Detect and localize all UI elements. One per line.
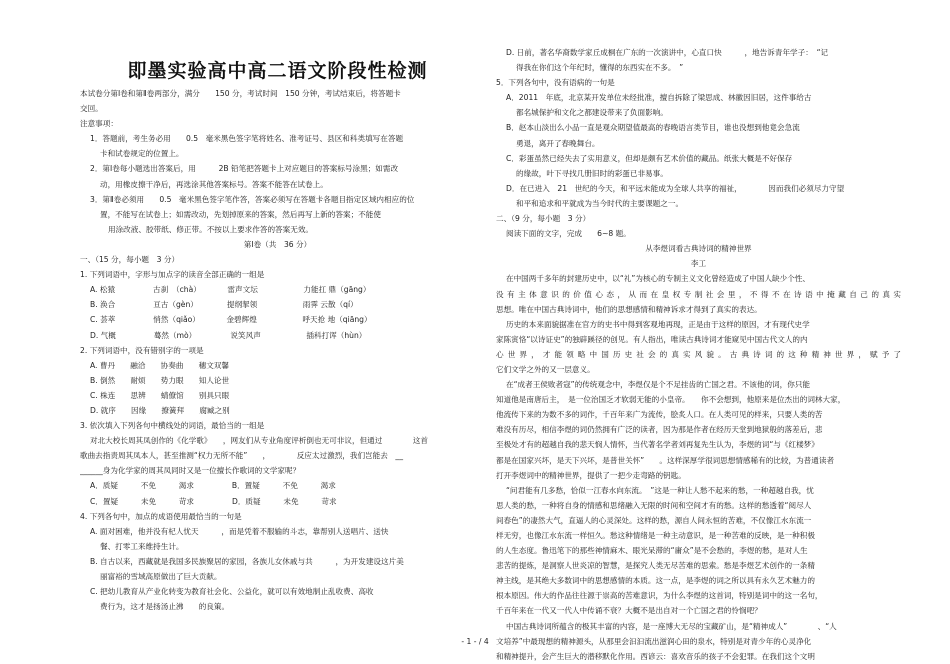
text-line: B．赵本山淡出么小品一直是观众期望值最高的春晚语言类节目，谁也没想到他竟会急流 — [506, 123, 800, 133]
text-line: 至极处才有的超越自我的悲天悯人情怀，当代著名学者刘再复先生认为，李煜的词“与《红楼梦》 — [496, 440, 819, 450]
text-line: B. 自古以来，西藏就是我国多民族聚居的家园，各族儿女休戚与共 ，为开发建设这片美 — [90, 556, 404, 566]
text-line: 动，用橡皮擦干净后，再选涂其他答案标号。答案不能答在试卷上。 — [100, 179, 328, 189]
text-line: 丽富裕的雪域高原做出了巨大贡献。 — [100, 572, 222, 581]
text-line: C. 荟萃 悄然（qiǎo） 金碧辉煌 呼天抢 地（qiāng） — [90, 315, 372, 325]
text-line: 打开李煜词中的精神世界，提供了一把少走弯路的钥匙。 — [496, 470, 686, 480]
text-line: 他流传下来的为数不多的词作，千百年来广为流传，脍炙人口。在人类可见的样来，只要人类的苦 — [496, 410, 823, 420]
text-line: 根本原因。伟大的作品往往源于崇高的苦难意识，为什么李煜的这首词，特别是词中的这一名句， — [496, 591, 823, 601]
right-column — [496, 45, 901, 664]
text-line: 交回。 — [80, 104, 103, 114]
text-line: 历史的本来面貌据准在官方的史书中得到客观地再现，正是由于这样的原因，才有现代史学 — [506, 319, 810, 329]
text-line: 千百年来在一代又一代人中传诵不衰？大概不是出自对一个亡国之君的怜悯吧？ — [496, 606, 762, 616]
text-line: D. 就序 因缘 撩簧拜 腐臧之别 — [90, 405, 230, 415]
text-line: 难没有历尽，相信李煜的词仍然拥有广泛的读者，因为那是作者在经历天堂到地狱般的落差后，悲 — [496, 425, 823, 435]
text-line: 费行为，这才是扬汤止沸 的良策。 — [100, 602, 230, 612]
text-line: 二、（9 分，每小题 3 分） — [496, 214, 591, 224]
text-line: 它们文学之外的又一层意义。 — [496, 364, 595, 374]
text-line: 阅读下面的文字，完成 6~8 题。 — [506, 229, 631, 239]
text-line: 思人类的愁，一种将自身的情感和思绪融入无限的时间和空间才有的愁。这样的愁透着“阅尽人 — [496, 500, 812, 510]
text-line: 都名城保护和文化之都建设带来了负面影响。 — [516, 108, 668, 118]
text-line: 本试卷分第Ⅰ卷和第Ⅱ卷两部分，满分 150 分，考试时间 150 分钟，考试结束后，将答题卡 — [80, 89, 401, 98]
page-title: 即墨实验高中高二语文阶段性检测 — [127, 60, 428, 82]
text-line: 对北大校长周其凤创作的《化学歌》 ，网友们从专业角度评析倒也无可非议，但通过 这首 — [90, 436, 428, 446]
text-line: 在“成者王侯败者寇”的传统观念中，李煜仅是个不足挂齿的亡国之君。不该他的词，你只能 — [506, 380, 811, 390]
text-line: 2. 下列词语中，没有错别字的一项是 — [80, 345, 204, 355]
text-line: D．在已进入 21 世纪的今天，和平远未能成为全球人共享的福祉， 因而我们必须尽力守望 — [506, 183, 845, 193]
page-number: - 1 - / 4 — [461, 637, 489, 646]
text-line: 从李煜词看古典诗词的精神世界 — [645, 244, 752, 254]
text-line: 4. 下列各句中，加点的成语使用最恰当的一句是 — [80, 511, 242, 521]
text-line: 3. 依次填入下列各句中横线处的词语，最恰当的一组是 — [80, 421, 265, 431]
text-line: “问君能有几多愁，恰似一江春水向东流。 ”这是一种让人愁不起来的愁，一种超越自我，忧 — [506, 485, 814, 495]
text-line: 第Ⅰ卷（共 36 分） — [243, 239, 312, 249]
text-line: D. 日前，著名华裔数学家丘成桐在广东的一次演讲中，心直口快 ，地告诉青年学子： “记 — [506, 48, 829, 57]
text-line: A. 松猿 古刹 （chà） 雷声文坛 力能扛 鼎（gāng） — [90, 285, 371, 295]
text-line: 和精神提升，会产生巨大的潜移默化作用。西谚云：喜欢音乐的孩子不会犯罪。在我们这个文明 — [496, 651, 815, 661]
text-line: 1. 下列词语中，字形与加点字的读音全部正确的一组是 — [80, 270, 265, 280]
text-line: A．2011 年底，北京某开发单位未经批准，擅自拆除了梁思成、林徽因旧居，这件事给古 — [506, 93, 812, 103]
text-line: ______身为化学家的周其凤同时又是一位擅长作歌词的文学家呢？ — [80, 466, 301, 476]
text-line: C. 把幼儿教育从产业化转变为教育社会化、公益化，就可以有效地制止乱收费、高收 — [90, 587, 374, 597]
text-line: 知道他是南唐后主， 是一位治国乏才软弱无能的小皇帝。 你不会想到，他原来是位杰出的词林大家， — [496, 395, 846, 405]
text-line: D. 气概 蓦然（mò） 说笑风声 插科打诨（hùn） — [90, 330, 367, 340]
text-line: 和平和追求和平就成为当今时代的主要课题之一。 — [516, 198, 684, 208]
text-line: B. 涣合 亘古（gèn） 提纲挈领 雨霁 云散（qí） — [90, 300, 358, 310]
text-line: 歌曲去指责周其凤本人，甚至推测“权力无所不能” ， 反应太过激烈，我们岂能去 __ — [80, 451, 404, 461]
text-line: 没有主体意识的价值心态，从而在皇权专制社会里，不得不在诗语中掩藏自己的真实 — [496, 289, 901, 299]
text-line: A. 曹丹 融洽 协奏曲 穗文双馨 — [90, 360, 229, 370]
text-line: 注意事项： — [80, 119, 118, 129]
text-line: 3．第Ⅱ卷必须用 0.5 毫米黑色签字笔作答，答案必须写在答题卡各题目指定区域内相应的位 — [90, 194, 415, 204]
text-line: 文培养”中最现想的精神源头，从那里会汩汩流出滋润心田的泉水，特别是对青少年的心灵净化 — [496, 636, 812, 646]
text-line: 用涂改液、胶带纸、修正带。不按以上要求作答的答案无效。 — [108, 224, 314, 234]
text-line: 思想。唯在中国古典诗词中，他们的思想感情和精神诉求才得到了真实的表达。 — [496, 304, 762, 314]
text-line: 卡和试卷规定的位置上。 — [100, 149, 184, 159]
text-line: 一、（15 分，每小题 3 分） — [80, 255, 180, 265]
text-line: 间春色”的凄然大气，直逼人的心灵深处。这样的愁，源自人间永恒的苦难，不仅像江水东流一 — [496, 515, 812, 525]
text-line: 样无穷，也像江水东流一样恒久。愁这种情绪是一种主动意识，是一种苦难的反映，是一种积极 — [496, 531, 815, 540]
text-line: 得我在你们这个年纪时，懂得的东西实在不多。 ” — [516, 63, 684, 73]
text-line: A. 面对困难，他并没有杞人忧天 ，而是凭着不服输的斗志，靠帮别人送唱片、送快 — [90, 526, 389, 536]
text-line: 都是在国家兴坏，是天下兴坏，是普世关怀” 。这样深厚学很词思想情感稀有的比较，为普通读者 — [496, 455, 835, 465]
text-line: 心世界，才能领略中国历史社会的真实风貌。古典诗词的这种精神世界，赋予了 — [496, 349, 901, 359]
text-line: 置，不能写在试卷上；如需改动，先划掉原来的答案，然后再写上新的答案；不能使 — [100, 209, 381, 219]
text-line: 5．下列各句中，没有语病的一句是 — [496, 78, 615, 88]
left-column — [80, 86, 475, 614]
text-line: 李工 — [690, 259, 707, 269]
text-line: C．置疑 未免 苛求 D．质疑 未免 苛求 — [90, 496, 337, 506]
text-line: B. 倒然 耐烦 势力眼 知人论世 — [90, 375, 230, 385]
text-line: 在中国两千多年的封建历史中，以“礼”为核心的专制主义文化曾经造成了中国人缺少个性、 — [506, 274, 811, 284]
text-line: 中国古典诗词所蕴含的极其丰富的内容，是一座博大无尽的宝藏矿山，是“精神成人” 、“人 — [506, 621, 837, 631]
text-line: 餐、打零工来维持生计。 — [100, 541, 184, 551]
text-line: 1．答题前，考生务必用 0.5 毫米黑色签字笔将姓名、准考证号、县区和科类填写在答题 — [90, 134, 404, 144]
text-line: 的人生态度。鲁迅笔下的那些神情麻木、眼光呆滞的“庸众”是不会愁的，李煜的愁，是对人生 — [496, 546, 808, 556]
text-line: 勇退，离开了春晚舞台。 — [516, 138, 600, 148]
text-line: A．质疑 不免 渴求 B．置疑 不免 渴求 — [90, 481, 336, 491]
text-line: 悲苦的提炼，是洞察人世炎凉的智慧，是探究人类无尽苦难的思索。愁是李煜艺术创作的一条精 — [496, 561, 815, 571]
text-line: 2．第Ⅰ卷每小题选出答案后，用 2B 铅笔把答题卡上对应题目的答案标号涂黑；如需改 — [90, 164, 399, 174]
text-line: C. 株连 思辨 蜻僚馆 别具只眼 — [90, 390, 230, 400]
text-line: 神主线，是其绝大多数词中的思想感情的本质。这一点，是李煜的词之所以具有永久艺术魅力的 — [496, 576, 815, 586]
text-line: 家陈寅恪“以诗证史”的独辟蹊径的创见。有人指出，唯读古典诗词才能窥见中国古代文人的内 — [496, 334, 808, 344]
text-line: C．彩蛋虽然已经失去了实用意义，但却是颇有艺术价值的藏品。纸张大概是不好保存 — [506, 153, 793, 163]
text-line: 的缘故，叶下寻找几册旧时的彩蛋已非易事。 — [516, 168, 668, 178]
